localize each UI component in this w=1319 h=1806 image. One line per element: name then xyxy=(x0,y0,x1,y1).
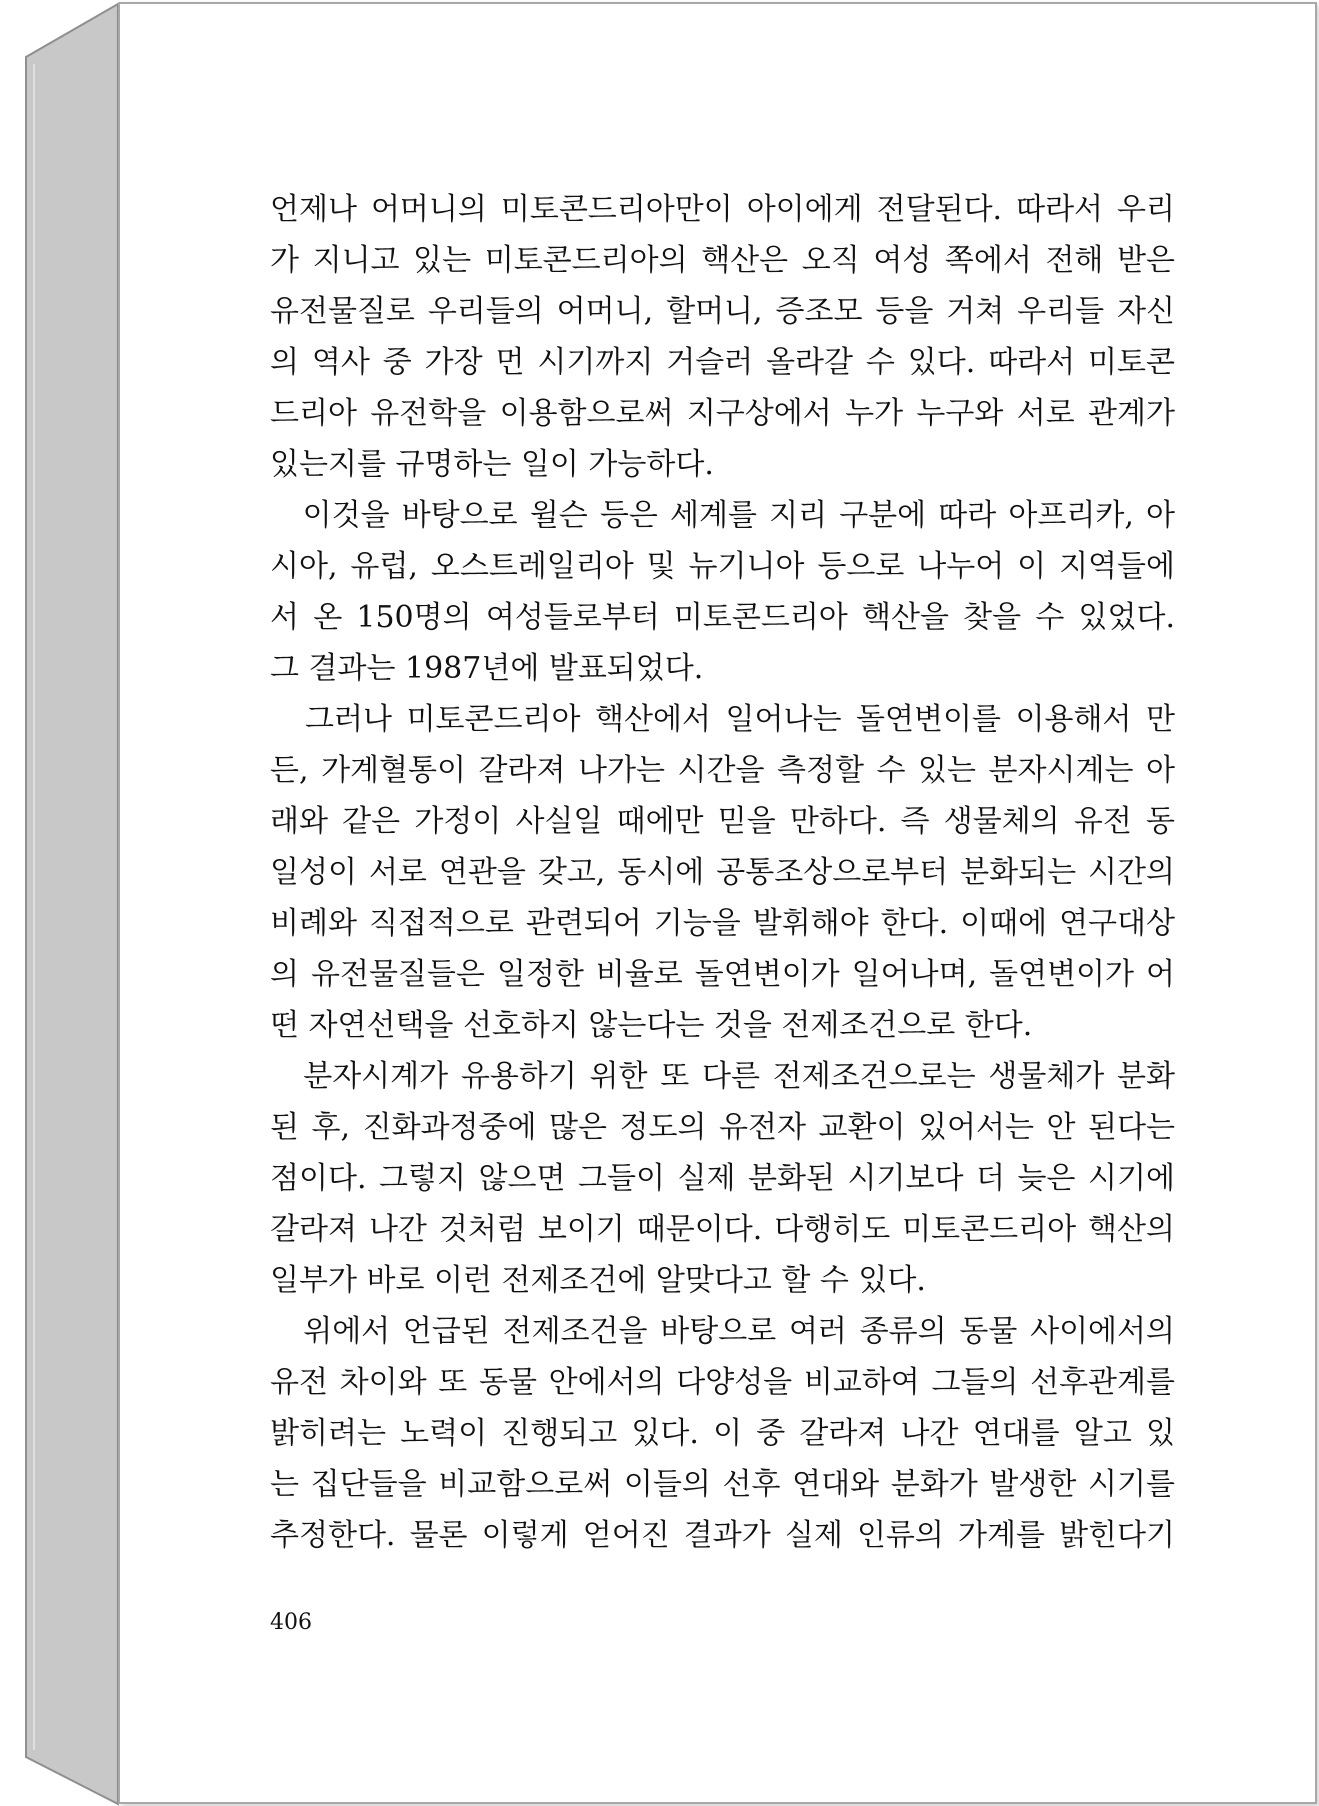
text-line: 추정한다. 물론 이렇게 얻어진 결과가 실제 인류의 가계를 밝힌다기 xyxy=(270,1518,1175,1553)
text-line: 서 온 150명의 여성들로부터 미토콘드리아 핵산을 찾을 수 있었다. xyxy=(270,600,1175,635)
text-line: 일부가 바로 이런 전제조건에 알맞다고 할 수 있다. xyxy=(270,1263,926,1298)
text-line: 든, 가계혈통이 갈라져 나가는 시간을 측정할 수 있는 분자시계는 아 xyxy=(270,753,1175,788)
body-text xyxy=(270,184,1175,1561)
text-line: 의 유전물질들은 일정한 비율로 돌연변이가 일어나며, 돌연변이가 어 xyxy=(270,957,1175,992)
book-spine-edge xyxy=(26,4,118,1804)
text-line: 유전 차이와 또 동물 안에서의 다양성을 비교하여 그들의 선후관계를 xyxy=(270,1365,1175,1400)
text-line: 일성이 서로 연관을 갖고, 동시에 공통조상으로부터 분화되는 시간의 xyxy=(270,855,1175,890)
text-line: 비례와 직접적으로 관련되어 기능을 발휘해야 한다. 이때에 연구대상 xyxy=(270,906,1175,941)
text-line: 있는지를 규명하는 일이 가능하다. xyxy=(270,447,714,482)
page-number: 406 xyxy=(270,1610,312,1635)
text-line: 드리아 유전학을 이용함으로써 지구상에서 누가 누구와 서로 관계가 xyxy=(270,396,1175,431)
text-line: 점이다. 그렇지 않으면 그들이 실제 분화된 시기보다 더 늦은 시기에 xyxy=(270,1161,1175,1196)
text-line: 밝히려는 노력이 진행되고 있다. 이 중 갈라져 나간 연대를 알고 있 xyxy=(270,1416,1175,1451)
text-line: 갈라져 나간 것처럼 보이기 때문이다. 다행히도 미토콘드리아 핵산의 xyxy=(270,1212,1175,1247)
book-page xyxy=(118,2,1317,1804)
text-line: 는 집단들을 비교함으로써 이들의 선후 연대와 분화가 발생한 시기를 xyxy=(270,1467,1175,1502)
text-line: 분자시계가 유용하기 위한 또 다른 전제조건으로는 생물체가 분화 xyxy=(270,1059,1175,1094)
text-line: 그 결과는 1987년에 발표되었다. xyxy=(270,651,704,686)
text-line: 래와 같은 가정이 사실일 때에만 믿을 만하다. 즉 생물체의 유전 동 xyxy=(270,804,1175,839)
text-line: 유전물질로 우리들의 어머니, 할머니, 증조모 등을 거쳐 우리들 자신 xyxy=(270,294,1175,329)
text-line: 시아, 유럽, 오스트레일리아 및 뉴기니아 등으로 나누어 이 지역들에 xyxy=(270,549,1175,584)
text-line: 언제나 어머니의 미토콘드리아만이 아이에게 전달된다. 따라서 우리 xyxy=(270,192,1175,227)
text-line: 떤 자연선택을 선호하지 않는다는 것을 전제조건으로 한다. xyxy=(270,1008,1033,1043)
text-line: 그러나 미토콘드리아 핵산에서 일어나는 돌연변이를 이용해서 만 xyxy=(270,702,1175,737)
text-line: 된 후, 진화과정중에 많은 정도의 유전자 교환이 있어서는 안 된다는 xyxy=(270,1110,1175,1145)
text-line: 위에서 언급된 전제조건을 바탕으로 여러 종류의 동물 사이에서의 xyxy=(270,1314,1175,1349)
text-line: 이것을 바탕으로 윌슨 등은 세계를 지리 구분에 따라 아프리카, 아 xyxy=(270,498,1175,533)
text-line: 가 지니고 있는 미토콘드리아의 핵산은 오직 여성 쪽에서 전해 받은 xyxy=(270,243,1175,278)
text-line: 의 역사 중 가장 먼 시기까지 거슬러 올라갈 수 있다. 따라서 미토콘 xyxy=(270,345,1175,380)
